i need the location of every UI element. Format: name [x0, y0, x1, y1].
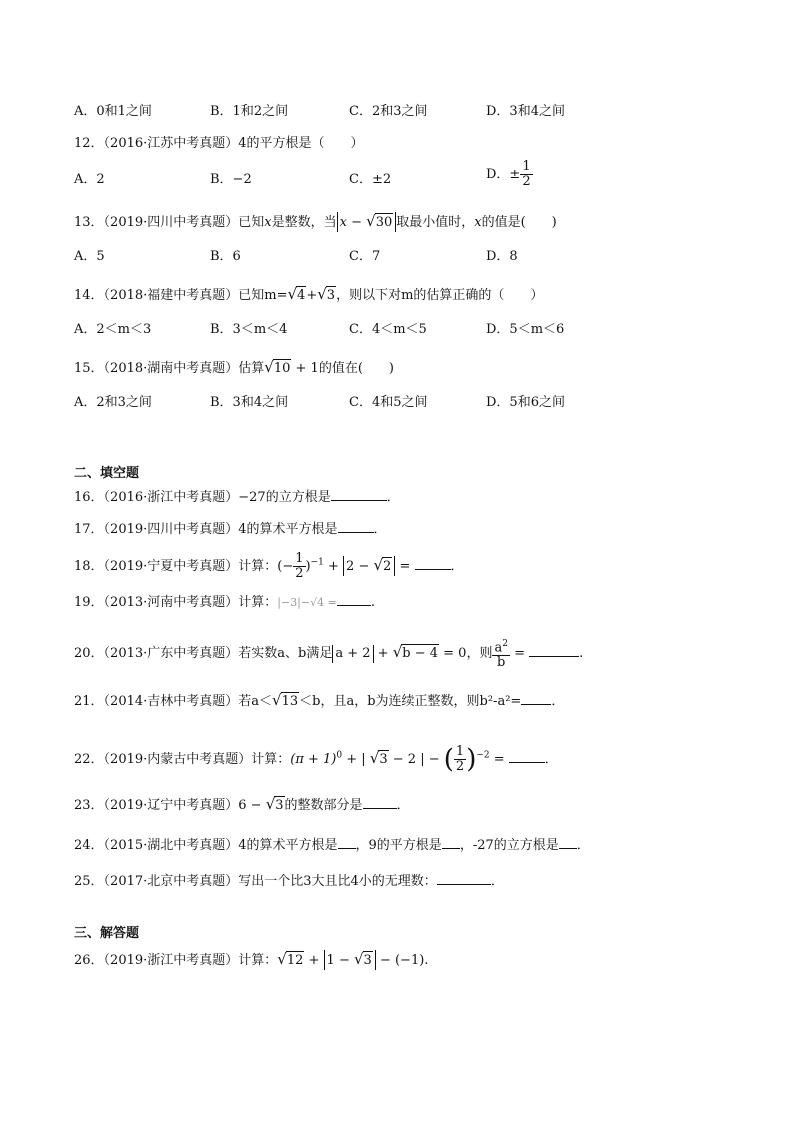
- q17-answer-blank[interactable]: [338, 520, 374, 533]
- q15-option-c: C．4和5之间: [349, 395, 428, 410]
- q19-answer-blank[interactable]: [337, 593, 371, 606]
- q19-stem: 19．（2013·河南中考真题）计算：|−3|−√4 = .: [74, 595, 375, 610]
- q14-option-b: B．3＜m＜4: [210, 322, 288, 337]
- q22-answer-blank[interactable]: [509, 750, 545, 763]
- q15-option-b: B．3和4之间: [210, 395, 289, 410]
- q11-option-b: B．1和2之间: [210, 104, 289, 119]
- q17-stem: 17．（2019·四川中考真题）4的算术平方根是 ．: [74, 522, 387, 537]
- q26-stem: 26．（2019·浙江中考真题）计算：√12 + 1 − √3 − (−1).: [74, 950, 429, 968]
- q14-option-c: C．4＜m＜5: [349, 322, 427, 337]
- q24-answer-blank-2[interactable]: [442, 836, 460, 849]
- q23-answer-blank[interactable]: [363, 796, 397, 809]
- q18-stem: 18．（2019·宁夏中考真题）计算：(− $\frac{1}{2}$ )$^{-1}$ + 2 − √2 = ．: [74, 551, 464, 581]
- q12-option-c: C．±2: [349, 172, 392, 187]
- q21-answer-blank[interactable]: [521, 692, 551, 705]
- q15-option-a: A．2和3之间: [74, 395, 152, 410]
- q13-option-a: A．5: [74, 249, 105, 264]
- section-solution-title: 三、解答题: [74, 926, 140, 941]
- q14-stem: 14．（2018·福建中考真题）已知m=√4+√3，则以下对m的估算正确的（ ）: [74, 285, 544, 303]
- q12-option-a: A．2: [74, 172, 105, 187]
- q20-stem: 20．（2013·广东中考真题）若实数a、b满足 a + 2 + √b − 4 = 0，则 $\frac{a^2}{b}$ = .: [74, 639, 584, 671]
- q11-option-d: D．3和4之间: [486, 104, 565, 119]
- q15-option-d: D．5和6之间: [486, 395, 565, 410]
- q25-answer-blank[interactable]: [437, 872, 491, 885]
- q12-option-d: D．± $\frac{1}{2}$: [486, 159, 531, 189]
- q11-option-a: A．0和1之间: [74, 104, 152, 119]
- q14-option-d: D．5＜m＜6: [486, 322, 565, 337]
- q15-stem: 15．（2018·湖南中考真题）估算√10 + 1的值在( ): [74, 358, 394, 376]
- q22-stem: 22．（2019·内蒙古中考真题）计算：$(\pi + 1)^0$ + | √3 − 2 | − ( $\frac{1}{2}$ )$^{-2}$ = ．: [74, 744, 558, 775]
- q16-answer-blank[interactable]: [331, 488, 387, 501]
- q23-stem: 23．（2019·辽宁中考真题）6 − √3的整数部分是 ．: [74, 795, 410, 813]
- q18-answer-blank[interactable]: [415, 557, 451, 570]
- q12-option-b: B．−2: [210, 172, 252, 187]
- q13-option-b: B．6: [210, 249, 241, 264]
- q16-stem: 16．（2016·浙江中考真题）−27的立方根是 ．: [74, 490, 400, 505]
- q14-option-a: A．2＜m＜3: [74, 322, 152, 337]
- q11-option-c: C．2和3之间: [349, 104, 428, 119]
- q21-stem: 21．（2014·吉林中考真题）若a＜√13＜b，且a，b为连续正整数，则b²-a²= ．: [74, 691, 565, 709]
- q24-answer-blank-3[interactable]: [559, 836, 577, 849]
- q13-option-c: C．7: [349, 249, 381, 264]
- q13-stem: 13．（2019·四川中考真题）已知x是整数，当 x − √30 取最小值时，x的值是( ): [74, 212, 557, 230]
- q24-answer-blank-1[interactable]: [338, 836, 356, 849]
- section-fill-in-title: 二、填空题: [74, 466, 140, 481]
- q25-stem: 25．（2017·北京中考真题）写出一个比3大且比4小的无理数： ．: [74, 874, 504, 889]
- q13-option-d: D．8: [486, 249, 518, 264]
- q12-stem: 12．（2016·江苏中考真题）4的平方根是（ ）: [74, 136, 364, 151]
- q24-stem: 24．（2015·湖北中考真题）4的算术平方根是 ，9的平方根是 ，-27的立方根是 ．: [74, 838, 590, 853]
- q20-answer-blank[interactable]: [529, 644, 579, 657]
